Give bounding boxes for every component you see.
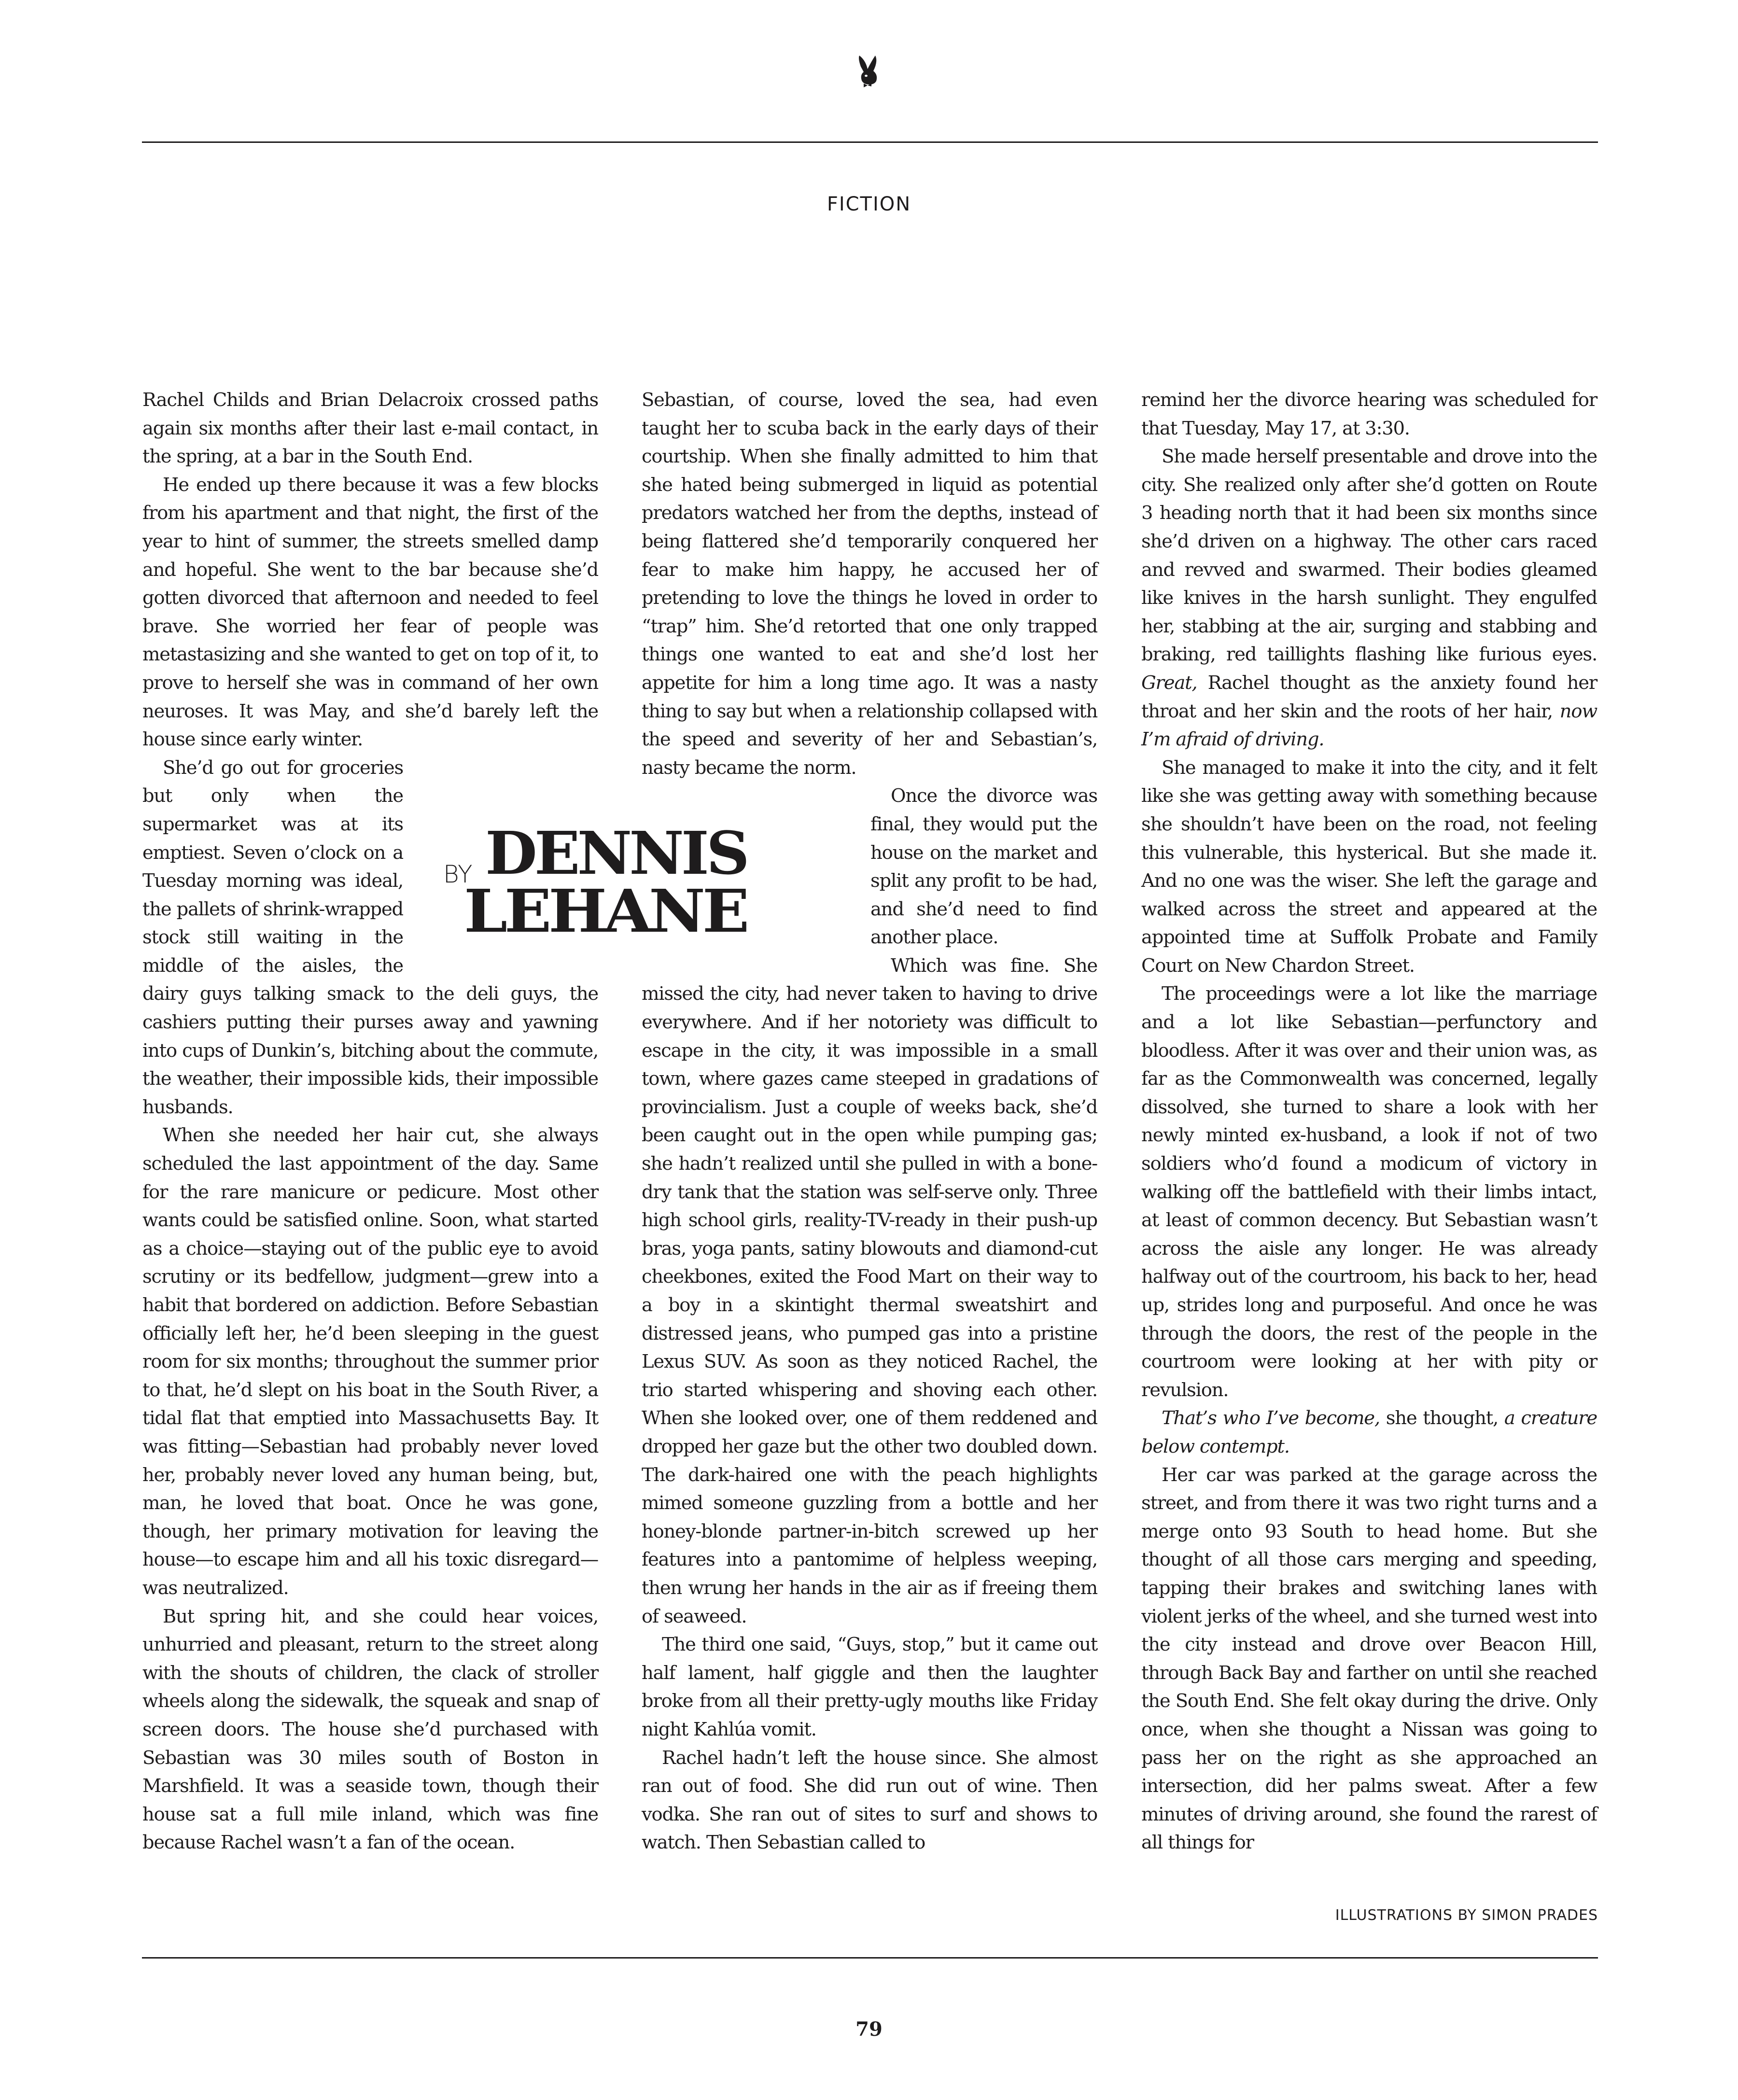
paragraph: Rachel hadn’t left the house since. She almost ran out of food. She did run out of wine. Then vodka. She ran out of sites to surf and shows to watch. Then Sebastian called to	[642, 1747, 1097, 1854]
paragraph: The proceedings were a lot like the marriage and a lot like Sebastian—perfunctory and bloodless. After it was over and their union was, as far as the Commonwealth was concerned, legally dissolved, she turned to share a look with her newly minted ex-husband, a look if not of two soldiers who’d found a modicum of victory in walking off the battlefield with their limbs intact, at least of common decency. But Sebastian wasn’t across the aisle any longer. He was already halfway out of the courtroom, his back to her, head up, strides long and purposeful. And once he was through the doors, the rest of the people in the courtroom were looking at her with pity or revulsion.	[1141, 983, 1597, 1401]
italic-thought: a creature below contempt.	[1141, 1407, 1597, 1457]
paragraph: She managed to make it into the city, and it felt like she was getting away with something because she shouldn’t have been on the road, not feeling this vulnerable, this hysterical. But she made it. And no one was the wiser. She left the garage and walked across the street and appeared at the appointed time at Suffolk Probate and Family Court on New Chardon Street.	[1141, 756, 1597, 977]
illustration-credit: ILLUSTRATIONS BY SIMON PRADES	[1335, 1907, 1598, 1924]
paragraph: remind her the divorce hearing was scheduled for that Tuesday, May 17, at 3:30.	[1141, 389, 1597, 439]
playboy-bunny-logo-icon	[857, 55, 881, 93]
italic-thought: That’s who I’ve become,	[1162, 1407, 1380, 1429]
paragraph	[1141, 443, 1597, 754]
author-first-name: DENNIS	[485, 818, 747, 888]
paragraph-text: Rachel thought as the anxiety found her throat and her skin and the roots of her hair,	[1141, 672, 1597, 722]
paragraph: Sebastian, of course, loved the sea, had even taught her to scuba back in the early days of their courtship. When she finally admitted to him that she hated being submerged in liquid as potential predators watched her from the depths, instead of being flattered she’d temporarily conquered her fear to make him happy, he accused her of pretending to love the things he loved in order to “trap” him. She’d retorted that one only trapped things one wanted to eat and she’d lost her appetite for him a long time ago. It was a nasty thing to say but when a relationship collapsed with the speed and severity of her and Sebastian’s, nasty became the norm.	[642, 389, 1097, 779]
section-label: FICTION	[827, 193, 911, 215]
paragraph: He ended up there because it was a few blocks from his apartment and that night, the first of the year to hint of summer, the streets smelled damp and hopeful. She went to the bar because she’d gotten divorced that afternoon and needed to feel brave. She worried her fear of people was metastasizing and she wanted to get on top of it, to prove to herself she was in command of her own neuroses. It was May, and she’d barely left the house since early winter.	[142, 474, 598, 751]
paragraph-text: She made herself presentable and drove into the city. She realized only after she’d gotten on Route 3 heading north that it had been six months since she’d driven on a highway. The other cars raced and revved and swarmed. Their bodies gleamed like knives in the harsh sunlight. They engulfed her, stabbing at the air, surging and stabbing and braking, red taillights flashing like furious eyes.	[1141, 446, 1597, 666]
paragraph: Rachel Childs and Brian Delacroix crossed paths again six months after their last e-mail contact, in the spring, at a bar in the South End.	[142, 389, 598, 468]
paragraph: She’d go out for groceries but only when the supermarket was at its emptiest. Seven o’clock on a Tuesday morning was ideal, the pallets of shrink-wrapped stock still waiting in the middle of the aisles, the dairy guys talking smack to the deli guys, the cashiers putting their purses away and yawning into cups of Dunkin’s, bitching about the commute, the weather, their impossible kids, their impossible husbands.	[142, 756, 598, 1118]
author-last-name: LEHANE	[464, 876, 747, 946]
paragraph: But spring hit, and she could hear voices, unhurried and pleasant, return to the street along with the shouts of children, the clack of stroller wheels along the sidewalk, the squeak and snap of screen doors. The house she’d purchased with Sebastian was 30 miles south of Boston in Marshfield. It was a seaside town, though their house sat a full mile inland, which was fine because Rachel wasn’t a fan of the ocean.	[142, 1605, 598, 1854]
paragraph: Her car was parked at the garage across the street, and from there it was two right turns and a merge onto 93 South to head home. But she thought of all those cars merging and speeding, tapping their brakes and switching lanes with violent jerks of the wheel, and she turned west into the city instead and drove over Beacon Hill, through Back Bay and farther on until she reached the South End. She felt okay during the drive. Only once, when she thought a Nissan was going to pass her on the right as she approached an intersection, did her palms sweat. After a few minutes of driving around, she found the rarest of all things for	[1141, 1464, 1597, 1854]
byline-by: BY	[443, 860, 473, 888]
paragraph: Which was fine. She missed the city, had never taken to having to drive everywhere. And if her notoriety was difficult to escape in the city, it was impossible in a small town, where gazes came steeped in gradations of provincialism. Just a couple of weeks back, she’d been caught out in the open while pumping gas; she hadn’t realized until she pulled in with a bone-dry tank that the station was self-serve only. Three high school girls, reality-TV-ready in their push-up bras, yoga pants, satiny blowouts and diamond-cut cheekbones, exited the Food Mart on their way to a boy in a skintight thermal sweatshirt and distressed jeans, who pumped gas into a pristine Lexus SUV. As soon as they noticed Rachel, the trio started whispering and shoving each other. When she looked over, one of them reddened and dropped her gaze but the other two doubled down. The dark-haired one with the peach highlights mimed someone guzzling from a bottle and her honey-blonde partner-in-bitch screwed up her features into a pantomime of helpless weeping, then wrung her hands in the air as if freeing them of seaweed.	[642, 954, 1097, 1627]
paragraph-text: she thought,	[1379, 1407, 1504, 1429]
top-rule	[142, 141, 1598, 143]
paragraph: The third one said, “Guys, stop,” but it came out half lament, half giggle and then the laughter broke from all their pretty-ugly mouths like Friday night Kahlúa vomit.	[642, 1634, 1097, 1740]
italic-thought: now I’m afraid of driving.	[1141, 700, 1597, 751]
article-column-1	[142, 386, 598, 1857]
paragraph: When she needed her hair cut, she always scheduled the last appointment of the day. Same for the rare manicure or pedicure. Most other wants could be satisfied online. Soon, what started as a choice—staying out of the public eye to avoid scrutiny or its bedfellow, judgment—grew into a habit that bordered on addiction. Before Sebastian officially left her, he’d been sleeping in the guest room for six months; throughout the summer prior to that, he’d slept on his boat in the South River, a tidal flat that emptied into Massachusetts Bay. It was fitting—Sebastian had probably never loved her, probably never loved any human being, but, man, he loved that boat. Once he was gone, though, her primary motivation for leaving the house—to escape him and all his toxic disregard—was neutralized.	[142, 1124, 598, 1599]
byline-wrap-space	[410, 782, 598, 980]
paragraph	[1141, 1404, 1597, 1461]
bottom-rule	[142, 1957, 1598, 1959]
paragraph: Once the divorce was final, they would put the house on the market and split any profit to be had, and she’d need to find another place.	[870, 785, 1097, 949]
italic-thought: Great,	[1141, 672, 1197, 694]
byline-wrap-space	[642, 782, 864, 980]
article-column-3	[1141, 386, 1597, 1857]
article-column-2	[642, 386, 1097, 1857]
page-number: 79	[855, 2018, 883, 2041]
